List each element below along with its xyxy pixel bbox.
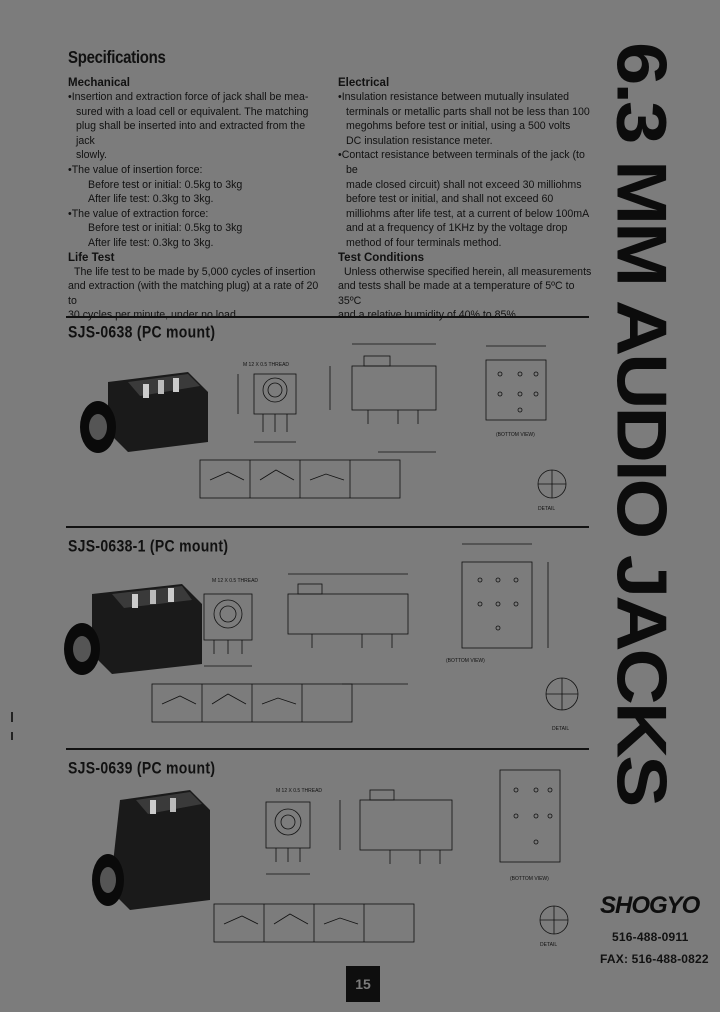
thread-label: M 12 X 0.5 THREAD [212, 578, 259, 584]
spec-left-column [68, 76, 326, 323]
specifications-heading: Specifications [68, 48, 166, 68]
margin-tick [11, 712, 13, 722]
detail-label: DETAIL [540, 942, 558, 948]
bottom-view-label: (BOTTOM VIEW) [446, 658, 485, 664]
bottom-view [500, 770, 560, 862]
extraction-force-before: Before test or initial: 0.5kg to 3kg [88, 222, 243, 235]
thread-label: M 12 X 0.5 THREAD [243, 362, 290, 368]
mechanical-item-1: •Insertion and extraction force of jack shall be mea- sured with a load cell or equivalent. The matching plug shall be inserted into and extracted from the jack slowly. [68, 91, 309, 162]
model-title-sjs-0638: SJS-0638 (PC mount) [68, 322, 216, 342]
model-drawing-sjs-0638-1 [52, 554, 592, 744]
electrical-item-1: •Insulation resistance between mutually insulated terminals or metallic parts shall not be less than 100 megohms before test or initial, using a 500 volts DC insulation resistance meter. [338, 91, 590, 147]
model-drawing-sjs-0638 [68, 352, 588, 527]
side-view [288, 574, 408, 684]
side-view [330, 344, 436, 452]
bottom-view-label: (BOTTOM VIEW) [510, 876, 549, 882]
company-fax: FAX: 516-488-0822 [600, 952, 709, 966]
front-view [238, 374, 296, 442]
insertion-force-before: Before test or initial: 0.5kg to 3kg [88, 178, 243, 191]
electrical-item-2: •Contact resistance between terminals of the jack (to be made closed circuit) shall not exceed 30 milliohms before test or initial, and shall not exceed 60 milliohms after life test, at a current of below 100mA and at a frequency of 1KHz by the voltage drop method of four terminals method. [338, 149, 590, 249]
circuit-schematic [200, 460, 400, 498]
detail-view [546, 678, 578, 710]
life-test-line-3: 30 cycles per minute, under no load. [68, 309, 239, 322]
insertion-force-after: After life test: 0.3kg to 3kg. [88, 193, 214, 206]
circuit-schematic [152, 684, 352, 722]
spec-right-column [338, 76, 594, 323]
thread-label: M 12 X 0.5 THREAD [276, 788, 323, 794]
margin-tick [11, 732, 13, 740]
front-view [204, 594, 252, 666]
test-conditions-heading: Test Conditions [338, 251, 425, 264]
detail-label: DETAIL [552, 726, 570, 732]
test-conditions-line-2: and tests shall be made at a temperature of 5ºC to 35ºC [338, 280, 575, 307]
vertical-page-title: 6.3 MM AUDIO JACKS [602, 42, 682, 805]
model-title-sjs-0639: SJS-0639 (PC mount) [68, 758, 216, 778]
bottom-view [462, 544, 548, 648]
extraction-force-title: •The value of extraction force: [68, 207, 209, 220]
mechanical-heading: Mechanical [68, 77, 130, 89]
test-conditions-line-1: Unless otherwise specified herein, all measurements [344, 265, 592, 278]
model-title-sjs-0638-1: SJS-0638-1 (PC mount) [68, 536, 229, 556]
section-divider [66, 526, 589, 528]
company-logo: SHOGYO [600, 892, 700, 919]
section-divider [66, 316, 589, 318]
circuit-schematic [214, 904, 414, 942]
detail-view [538, 470, 566, 498]
extraction-force-after: After life test: 0.3kg to 3kg. [88, 236, 214, 249]
test-conditions-line-3: and a relative humidity of 40% to 85%. [338, 309, 519, 322]
insertion-force-title: •The value of insertion force: [68, 163, 203, 176]
life-test-heading: Life Test [68, 251, 115, 264]
company-phone: 516-488-0911 [612, 930, 689, 944]
page-number-box [346, 966, 380, 1002]
front-view [266, 802, 310, 874]
jack-photo [80, 372, 208, 453]
jack-photo [64, 584, 202, 675]
life-test-line-1: The life test to be made by 5,000 cycles of insertion [74, 265, 316, 278]
life-test-line-2: and extraction (with the matching plug) at a rate of 20 to [68, 280, 319, 307]
side-view [340, 790, 452, 864]
section-divider [66, 748, 589, 750]
electrical-heading: Electrical [338, 77, 390, 89]
bottom-view [486, 346, 546, 420]
detail-view [540, 906, 568, 934]
model-drawing-sjs-0639 [80, 770, 580, 960]
detail-label: DETAIL [538, 506, 556, 512]
jack-photo [92, 790, 210, 910]
page-number: 15 [355, 976, 371, 992]
bottom-view-label: (BOTTOM VIEW) [496, 432, 535, 438]
